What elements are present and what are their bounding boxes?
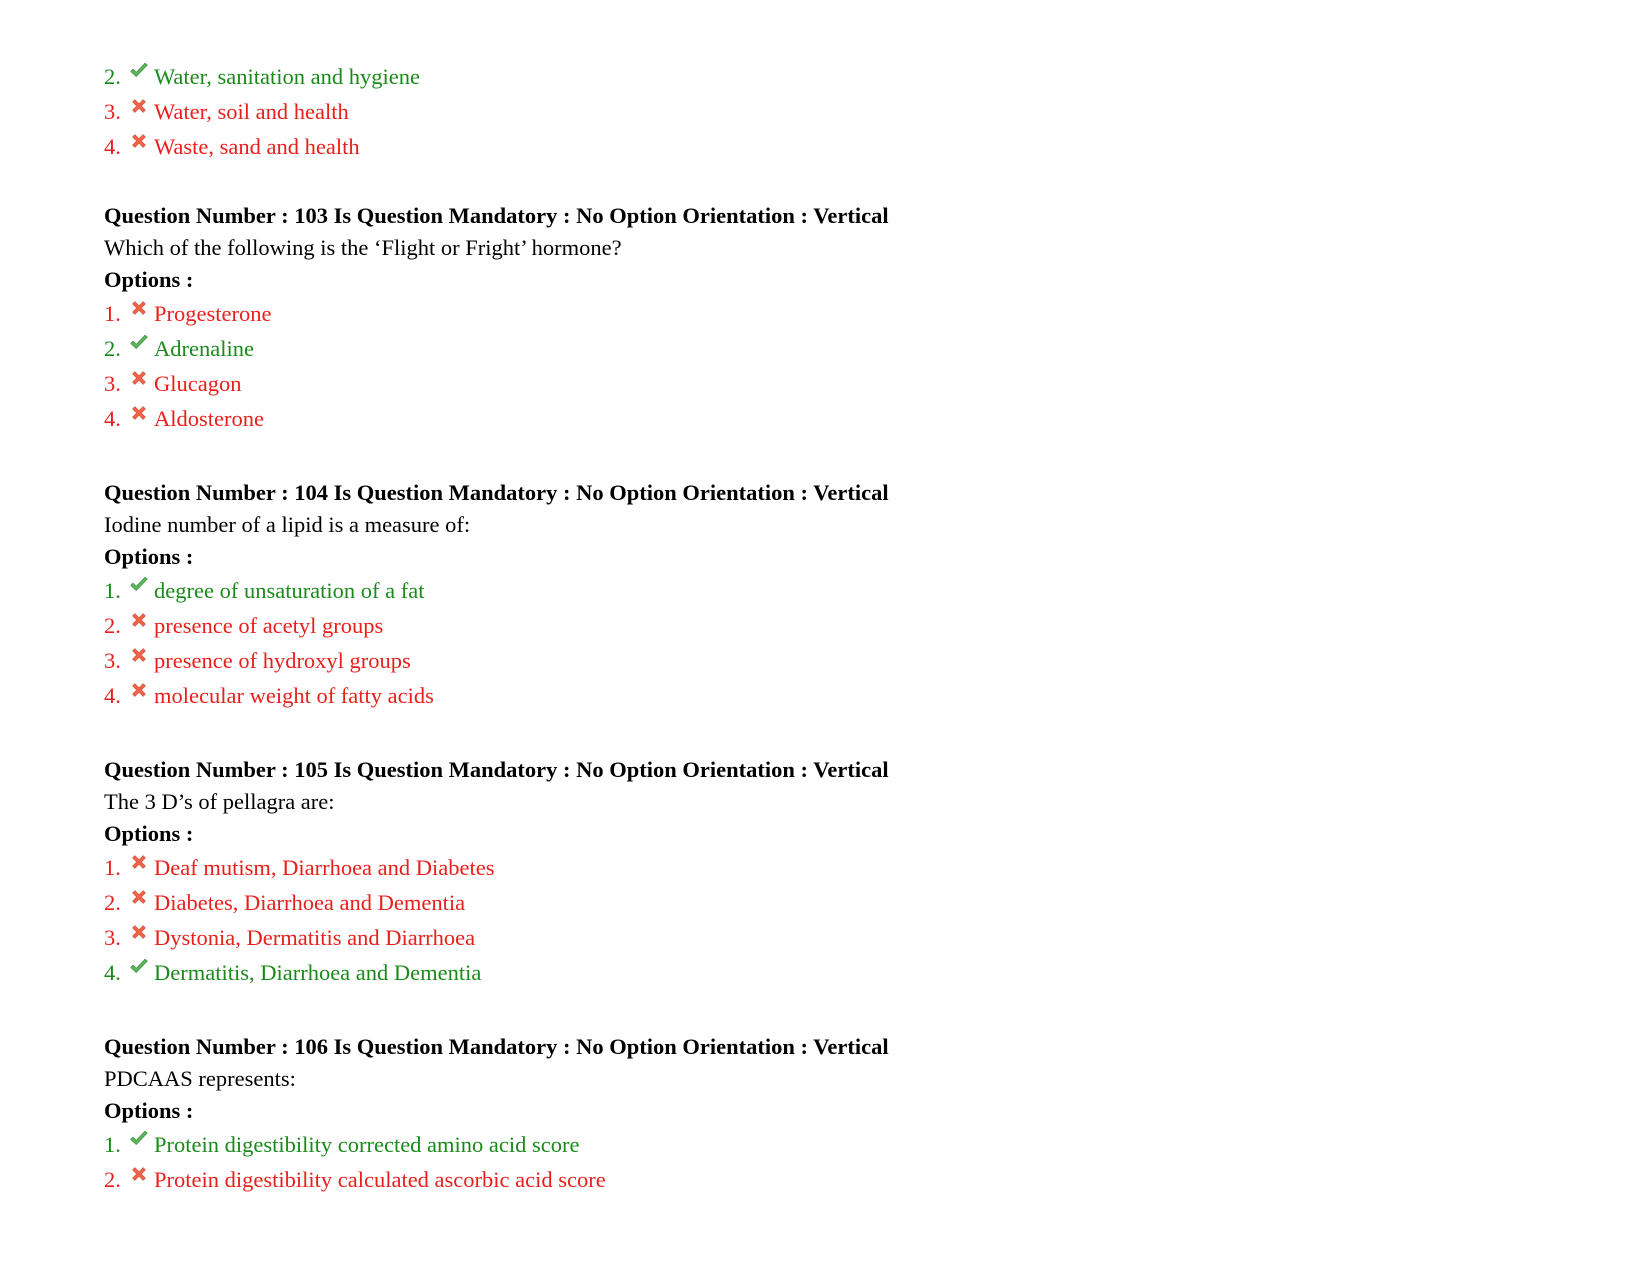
option-row: [104, 296, 889, 331]
option-text: Waste, sand and health: [154, 134, 360, 159]
option-text: presence of acetyl groups: [154, 613, 384, 638]
option-text: Dermatitis, Diarrhoea and Dementia: [154, 960, 482, 985]
check-icon: [128, 60, 150, 82]
option-text: Adrenaline: [154, 336, 254, 361]
check-icon: [128, 574, 150, 596]
option-text: presence of hydroxyl groups: [154, 648, 411, 673]
option-number: 1.: [104, 1132, 121, 1157]
question-text: Iodine number of a lipid is a measure of:: [104, 512, 471, 537]
check-icon: [128, 1128, 150, 1150]
option-row: [104, 94, 420, 129]
options-label: Options :: [104, 544, 194, 569]
cross-icon: [128, 297, 150, 319]
option-text: molecular weight of fatty acids: [154, 683, 434, 708]
option-row: [104, 331, 889, 366]
option-number: 2.: [104, 64, 121, 89]
cross-icon: [128, 1163, 150, 1185]
question-block: [104, 1031, 889, 1197]
option-row: [104, 366, 889, 401]
option-number: 2.: [104, 613, 121, 638]
cross-icon: [128, 679, 150, 701]
option-number: 4.: [104, 134, 121, 159]
question-block: [104, 754, 889, 990]
option-text: Diabetes, Diarrhoea and Dementia: [154, 890, 466, 915]
question-block: [104, 200, 889, 436]
option-number: 3.: [104, 99, 121, 124]
option-number: 2.: [104, 890, 121, 915]
option-text: degree of unsaturation of a fat: [154, 578, 425, 603]
question-header: Question Number : 103 Is Question Mandatory : No Option Orientation : Vertical: [104, 203, 889, 228]
option-text: Protein digestibility corrected amino acid score: [154, 1132, 580, 1157]
option-row: [104, 1162, 889, 1197]
check-icon: [128, 332, 150, 354]
option-text: Dystonia, Dermatitis and Diarrhoea: [154, 925, 476, 950]
question-text: The 3 D’s of pellagra are:: [104, 789, 335, 814]
options-label: Options :: [104, 267, 194, 292]
option-text: Water, sanitation and hygiene: [154, 64, 420, 89]
option-row: [104, 885, 889, 920]
option-text: Progesterone: [154, 301, 272, 326]
cross-icon: [128, 644, 150, 666]
option-number: 4.: [104, 683, 121, 708]
cross-icon: [128, 851, 150, 873]
question-text: PDCAAS represents:: [104, 1066, 296, 1091]
option-row: [104, 608, 889, 643]
option-row: [104, 573, 889, 608]
question-text: Which of the following is the ‘Flight or Fright’ hormone?: [104, 235, 622, 260]
option-number: 2.: [104, 1167, 121, 1192]
question-header: Question Number : 105 Is Question Mandatory : No Option Orientation : Vertical: [104, 757, 889, 782]
option-text: Glucagon: [154, 371, 242, 396]
cross-icon: [128, 921, 150, 943]
option-row: [104, 850, 889, 885]
question-header: Question Number : 104 Is Question Mandatory : No Option Orientation : Vertical: [104, 480, 889, 505]
option-number: 4.: [104, 406, 121, 431]
option-text: Protein digestibility calculated ascorbic acid score: [154, 1167, 606, 1192]
option-row: [104, 1127, 889, 1162]
option-row: [104, 643, 889, 678]
option-row: [104, 955, 889, 990]
option-number: 3.: [104, 371, 121, 396]
option-number: 1.: [104, 578, 121, 603]
option-number: 3.: [104, 925, 121, 950]
continued-options: [104, 59, 420, 164]
option-number: 4.: [104, 960, 121, 985]
question-block: [104, 477, 889, 713]
cross-icon: [128, 130, 150, 152]
option-row: [104, 401, 889, 436]
option-number: 1.: [104, 855, 121, 880]
option-text: Aldosterone: [154, 406, 264, 431]
option-row: [104, 59, 420, 94]
option-row: [104, 678, 889, 713]
cross-icon: [128, 367, 150, 389]
options-label: Options :: [104, 821, 194, 846]
cross-icon: [128, 95, 150, 117]
option-number: 3.: [104, 648, 121, 673]
option-text: Water, soil and health: [154, 99, 349, 124]
option-number: 2.: [104, 336, 121, 361]
cross-icon: [128, 886, 150, 908]
question-header: Question Number : 106 Is Question Mandatory : No Option Orientation : Vertical: [104, 1034, 889, 1059]
option-text: Deaf mutism, Diarrhoea and Diabetes: [154, 855, 495, 880]
cross-icon: [128, 402, 150, 424]
option-number: 1.: [104, 301, 121, 326]
option-row: [104, 129, 420, 164]
options-label: Options :: [104, 1098, 194, 1123]
cross-icon: [128, 609, 150, 631]
option-row: [104, 920, 889, 955]
check-icon: [128, 956, 150, 978]
